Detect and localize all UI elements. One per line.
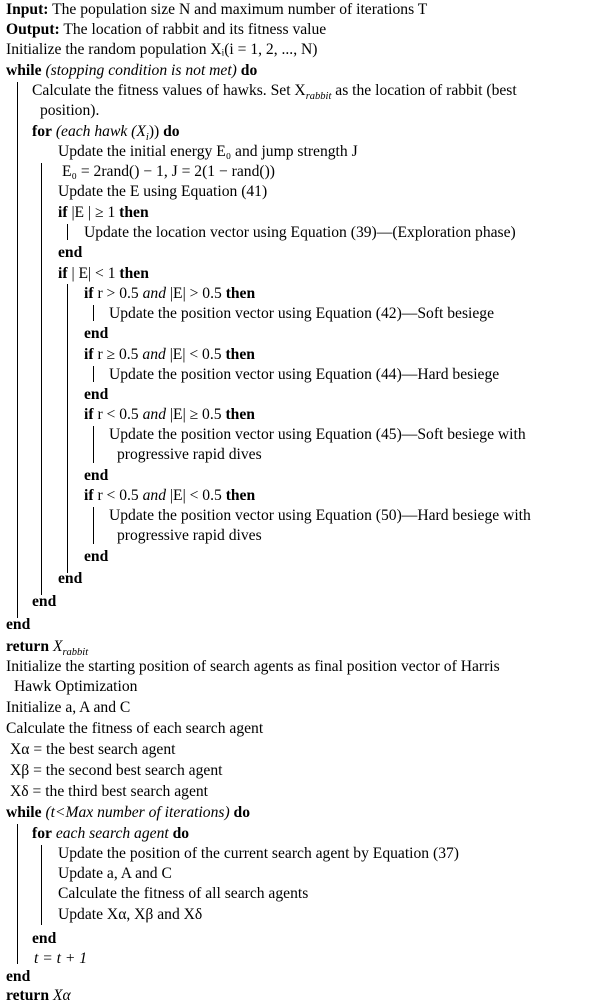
energy-equation-line: E₀ = 2rand() − 1, J = 2(1 − rand()) [62,163,275,180]
for-agent-line: for each search agent do [32,825,190,842]
while1-block-bar [17,82,18,618]
if3-block-bar [93,305,94,321]
calc-hawks-line: Calculate the fitness values of hawks. Set $X_{rabbit}$ as the location of rabbit (best [32,82,517,103]
end-while1-line: end [6,616,31,633]
output-line: Output: The location of rabbit and its fitness value [6,21,327,38]
for1-block-bar [41,163,42,595]
update-energy-line: Update the initial energy E₀ and jump strength J [58,143,358,160]
calc-hawks-cont-line: position). [40,102,100,119]
update-E-line: Update the E using Equation (41) [58,183,268,200]
end-if4-line: end [84,386,109,403]
if6-block-bar [93,507,94,544]
hard-rapid-cont-line: progressive rapid dives [117,527,262,544]
if2-line: if | E| < 1 then [58,265,149,282]
end-if1-line: end [58,244,83,261]
x-delta-line: Xδ = the third best search agent [10,783,209,800]
init-population-line: Initialize the random population Xᵢ(i = 1, 2, ..., N) [6,41,318,58]
if5-block-bar [93,426,94,463]
soft-rapid-line: Update the position vector using Equation (45)—Soft besiege with [109,426,526,443]
while2-block-bar [17,824,18,964]
calc-all-line: Calculate the fitness of all search agents [58,885,309,902]
while2-line: while (t<Max number of iterations) do [6,804,251,821]
for2-block-bar [41,845,42,925]
update-aAC-line: Update a, A and C [58,865,172,882]
t-update-line: t = t + 1 [34,950,88,967]
init-start-cont-line: Hawk Optimization [14,678,138,695]
hard-besiege-line: Update the position vector using Equation (44)—Hard besiege [109,366,500,383]
if2-block-bar [67,284,68,573]
if6-line: if r < 0.5 and |E| < 0.5 then [84,487,256,504]
x-beta-line: Xβ = the second best search agent [10,762,223,779]
update-x-line: Update Xα, Xβ and Xδ [58,906,203,923]
return-alpha-line: return Xα [6,987,71,1004]
end-if3-line: end [84,325,109,342]
end-if6-line: end [84,548,109,565]
if3-line: if r > 0.5 and |E| > 0.5 then [84,285,256,302]
end-if2-line: end [58,570,83,587]
input-line: Input: The population size N and maximum number of iterations T [6,1,428,18]
end-for2-line: end [32,930,57,947]
update-position-line: Update the position of the current search agent by Equation (37) [58,845,459,862]
init-aAC-line: Initialize a, A and C [6,699,131,716]
exploration-line: Update the location vector using Equation (39)—(Exploration phase) [84,224,516,241]
init-start-line: Initialize the starting position of search agents as final position vector of Harris [6,658,500,675]
for-hawk-line: for (each hawk $(X_i)$) do [32,123,180,144]
if5-line: if r < 0.5 and |E| ≥ 0.5 then [84,406,255,423]
end-while2-line: end [6,968,31,985]
x-alpha-line: Xα = the best search agent [10,741,176,758]
end-if5-line: end [84,467,109,484]
soft-besiege-line: Update the position vector using Equation (42)—Soft besiege [109,305,495,322]
if4-block-bar [93,366,94,382]
soft-rapid-cont-line: progressive rapid dives [117,446,262,463]
if4-line: if r ≥ 0.5 and |E| < 0.5 then [84,346,255,363]
if1-line: if |E | ≥ 1 then [58,204,149,221]
hard-rapid-line: Update the position vector using Equation (50)—Hard besiege with [109,507,531,524]
if1-block-bar [67,224,68,240]
calc-fitness-line: Calculate the fitness of each search agent [6,720,264,737]
while1-line: while (stopping condition is not met) do [6,62,258,79]
end-for1-line: end [32,593,57,610]
return-rabbit-line: return $X_{rabbit}$ [6,638,89,659]
